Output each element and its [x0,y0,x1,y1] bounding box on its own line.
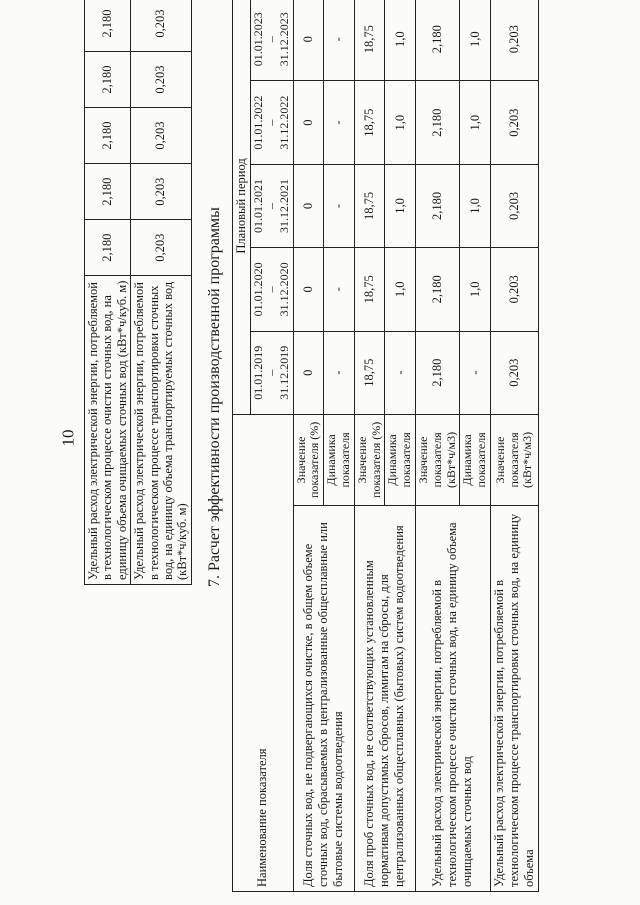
indicator-name: Удельный расход электрической энергии, потребляемой в технологическом процессе очистки сточных вод, на единицу объема очищаемых сточных вод [415,505,490,891]
dynamics-cell: - [324,81,355,164]
value-cell: 2,180 [415,331,459,414]
value-cell: 0,203 [131,108,192,164]
period-header-cell: 01.01.2021 – 31.12.2021 [251,164,294,247]
dynamics-cell: 1,0 [460,164,491,247]
period-header-cell: 01.01.2020 – 31.12.2020 [251,248,294,331]
table-row [131,0,192,585]
value-cell: 2,180 [415,164,459,247]
value-cell: 2,180 [85,164,131,220]
page-number: 10 [58,429,78,447]
value-cell: 0,203 [490,0,538,81]
dynamics-cell: 1,0 [385,248,416,331]
table-row [85,0,131,585]
value-cell: 0,203 [131,52,192,108]
value-cell: 18,75 [354,331,385,414]
value-cell: 0,203 [490,248,538,331]
dynamics-cell: - [324,164,355,247]
dynamics-cell: 1,0 [385,81,416,164]
dynamics-cell: 1,0 [460,0,491,81]
value-cell: 2,180 [415,81,459,164]
value-cell: 0,203 [490,81,538,164]
value-cell: 0 [293,248,324,331]
value-cell: 0 [293,331,324,414]
value-cell: 0,203 [131,0,192,52]
value-cell: 2,180 [85,108,131,164]
indicator-name: Доля проб сточных вод, не соответствующих установленным нормативам допустимых сбросов, лимитам на сбросы, для централизованных общесплавных (бытовых) систем водоотведения [354,505,415,891]
value-label: Значение показателя (%) [354,414,385,505]
period-header-cell: 01.01.2023 – 31.12.2023 [251,0,294,81]
section-title: 7. Расчет эффективности производственной программы [206,207,223,587]
value-cell: 0,203 [131,220,192,276]
dynamics-label: Динамика показателя [324,414,355,505]
value-label: Значение показателя (кВт*ч/м3) [415,414,459,505]
value-cell: 2,180 [85,0,131,52]
dynamics-cell: - [385,331,416,414]
table-row [293,0,324,892]
table-row [490,0,538,892]
rotated-page-content [14,0,614,897]
value-label: Значение показателя (%) [293,414,324,505]
dynamics-cell: - [460,331,491,414]
efficiency-table [232,0,539,892]
value-cell: 2,180 [85,52,131,108]
indicator-name: Удельный расход электрической энергии, потребляемой в технологическом процессе транспортировки сточных вод, на единицу объема [490,505,538,891]
energy-table [84,0,192,585]
value-label: Значение показателя (кВт*ч/м3) [490,414,538,505]
value-cell: 18,75 [354,164,385,247]
value-cell: 0 [293,164,324,247]
value-cell: 18,75 [354,81,385,164]
header-row [233,0,251,892]
table-row [354,0,385,892]
value-cell: 2,180 [85,220,131,276]
value-cell: 0 [293,81,324,164]
period-header: Плановый период [233,0,251,414]
indicator-name: Удельный расход электрической энергии, потребляемой в технологическом процессе транспортировки сточных вод, на единицу объема транспортируемых сточных вод (кВт*ч/куб. м) [131,276,192,585]
dynamics-cell: - [324,0,355,81]
value-cell: 0,203 [490,164,538,247]
dynamics-cell: 1,0 [460,248,491,331]
value-cell: 18,75 [354,0,385,81]
dynamics-label: Динамика показателя [385,414,416,505]
period-header-cell: 01.01.2022 – 31.12.2022 [251,81,294,164]
dynamics-cell: 1,0 [460,81,491,164]
indicator-name: Доля сточных вод, не подвергающихся очистке, в общем объеме сточных вод, сбрасываемых в централизованные общесплавные или бытовые системы водоотведения [293,505,354,891]
period-header-cell: 01.01.2019 – 31.12.2019 [251,331,294,414]
dynamics-cell: 1,0 [385,0,416,81]
value-cell: 0,203 [131,164,192,220]
column-header-name: Наименование показателя [233,414,294,891]
value-cell: 2,180 [415,0,459,81]
indicator-name: Удельный расход электрической энергии, потребляемой в технологическом процессе очистки сточных вод, на единицу объема очищаемых сточных вод (кВт*ч/куб. м) [85,276,131,585]
dynamics-label: Динамика показателя [460,414,491,505]
value-cell: 18,75 [354,248,385,331]
dynamics-cell: - [324,248,355,331]
value-cell: 2,180 [415,248,459,331]
value-cell: 0 [293,0,324,81]
dynamics-cell: - [324,331,355,414]
dynamics-cell: 1,0 [385,164,416,247]
table-row [415,0,459,892]
value-cell: 0,203 [490,331,538,414]
